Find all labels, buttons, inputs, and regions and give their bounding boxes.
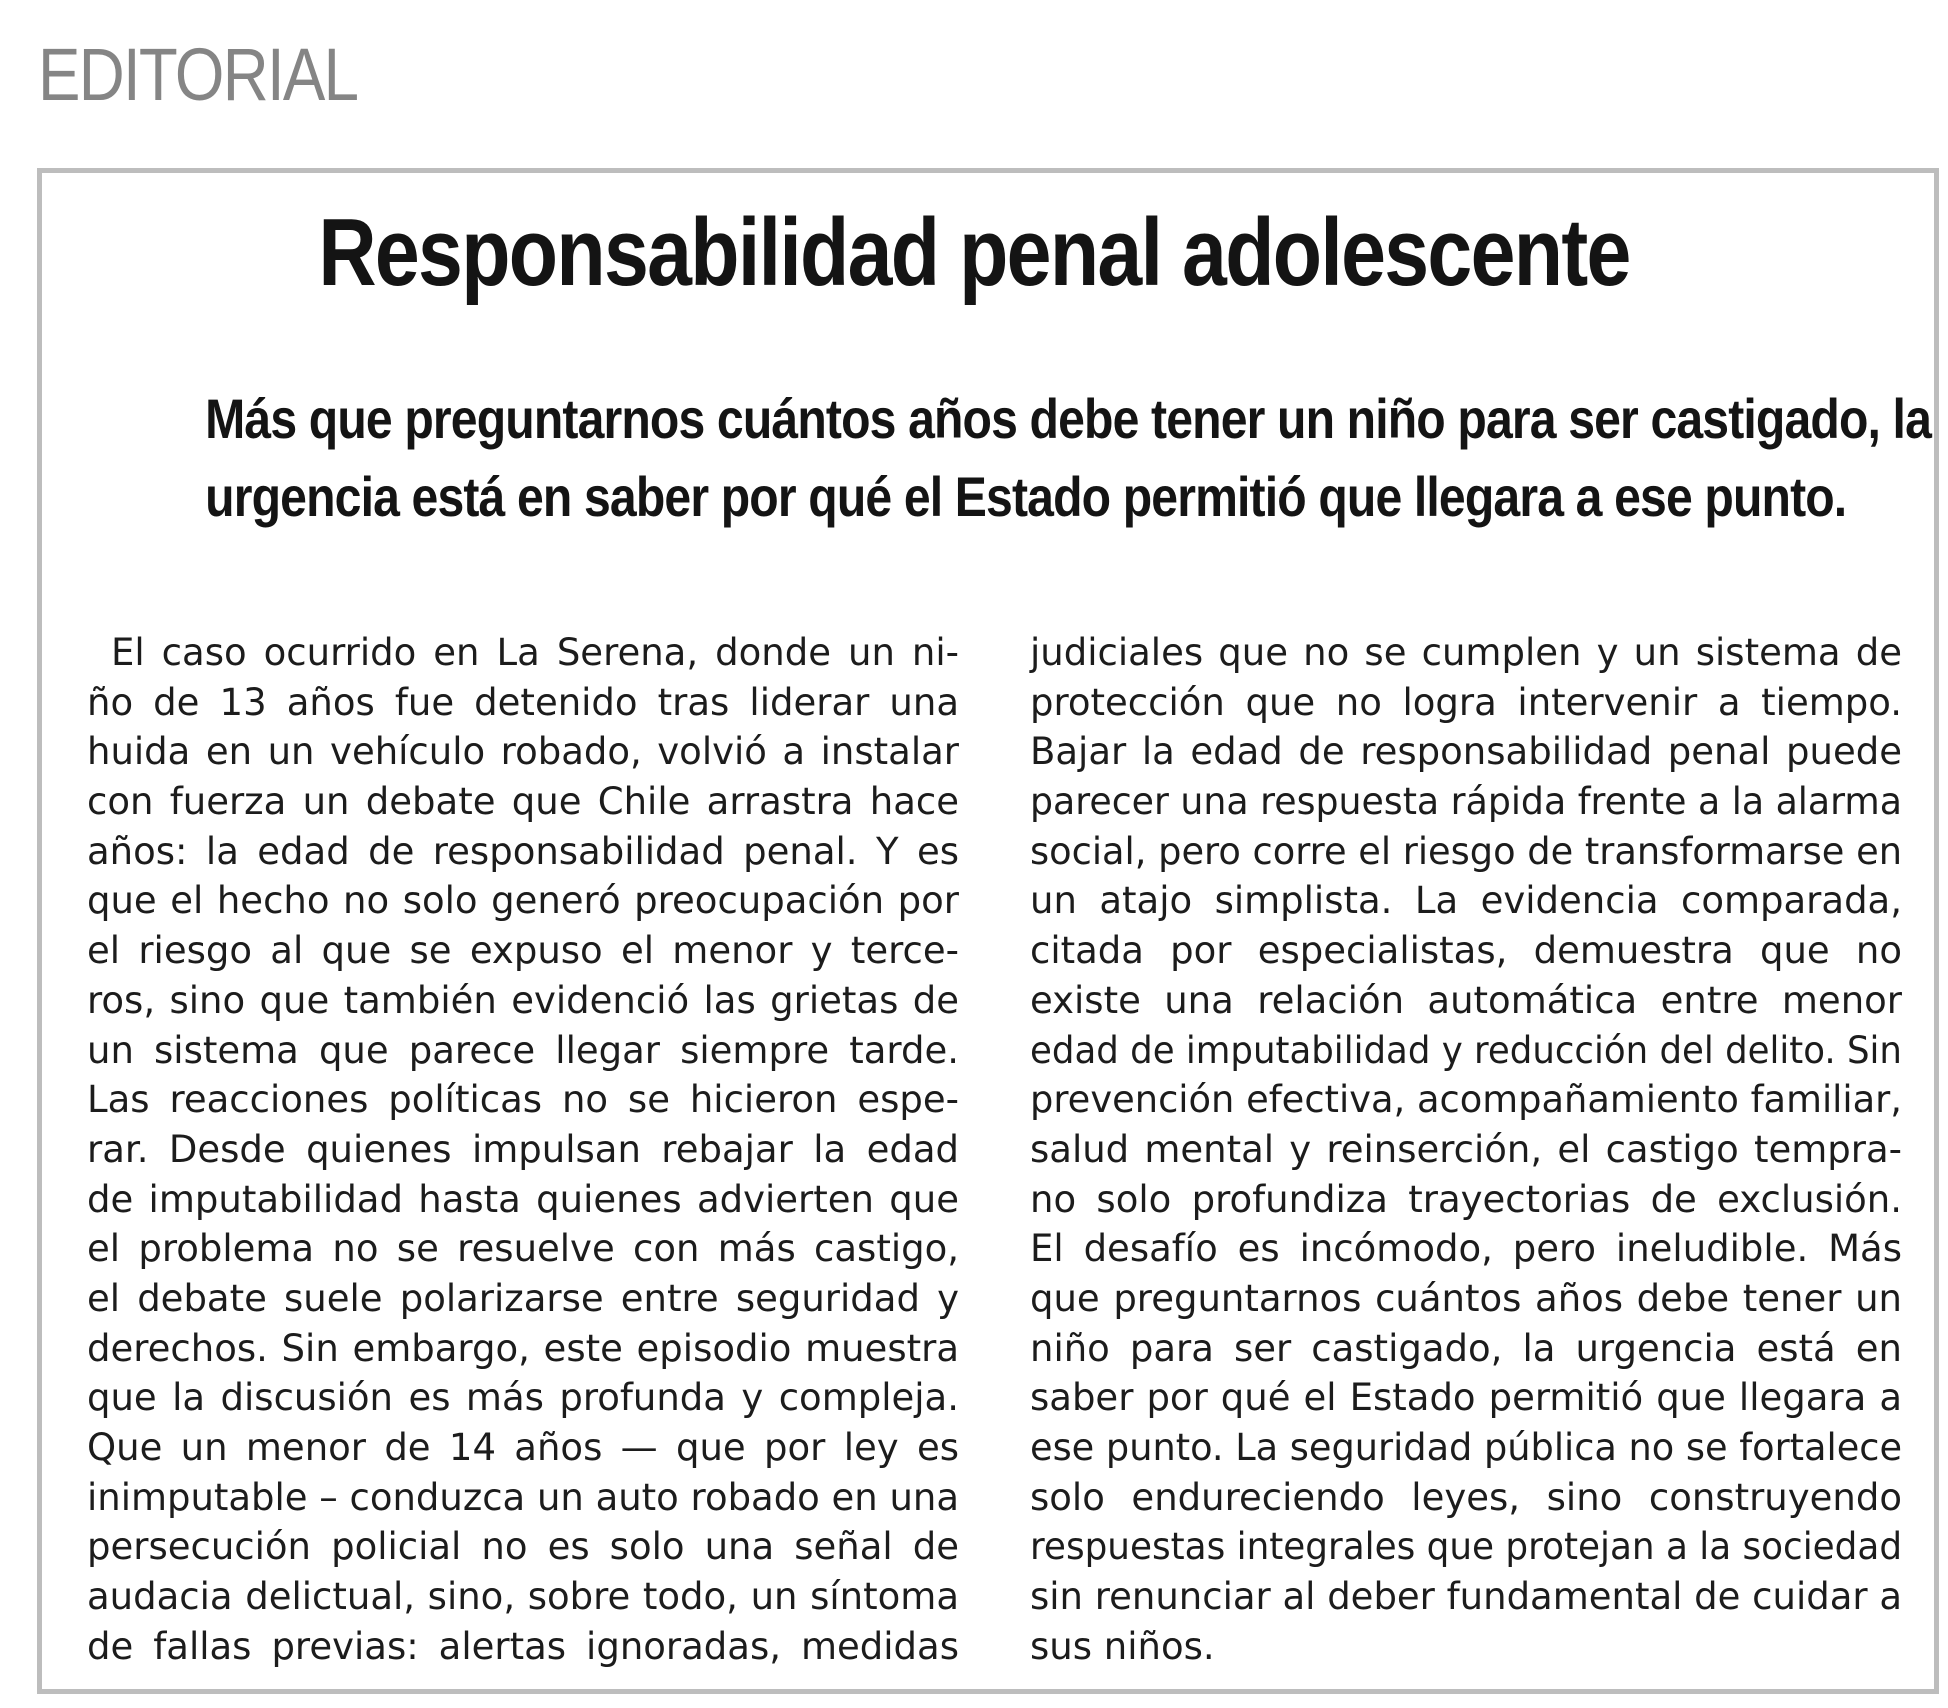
body-line: prevención efectiva, acompañamiento familiar, [1030, 1078, 1903, 1122]
body-line: audacia delictual, sino, sobre todo, un síntoma [87, 1575, 959, 1619]
body-line: un sistema que parece llegar siempre tarde. [87, 1028, 959, 1072]
deck-subheadline [205, 380, 1932, 536]
body-column-right [1030, 628, 1902, 1671]
body-line: que la discusión es más profunda y compleja. [87, 1376, 959, 1420]
body-line: huida en un vehículo robado, volvió a instalar [87, 730, 959, 774]
body-line: parecer una respuesta rápida frente a la alarma [1030, 780, 1902, 824]
body-line: social, pero corre el riesgo de transformarse en [1030, 829, 1902, 873]
body-line: Bajar la edad de responsabilidad penal puede [1030, 730, 1902, 774]
body-line: con fuerza un debate que Chile arrastra hace [87, 780, 959, 824]
body-line: años: la edad de responsabilidad penal. Y es [87, 829, 959, 873]
body-line: solo endureciendo leyes, sino construyendo [1030, 1475, 1902, 1519]
body-line: existe una relación automática entre menor [1030, 978, 1902, 1022]
body-line: Que un menor de 14 años — que por ley es [87, 1426, 959, 1469]
body-line: persecución policial no es solo una señal de [87, 1525, 959, 1569]
body-line: no solo profundiza trayectorias de exclusión. [1030, 1177, 1902, 1221]
body-line: rar. Desde quienes impulsan rebajar la edad [87, 1127, 959, 1171]
body-line: el riesgo al que se expuso el menor y terce- [87, 929, 959, 973]
body-line: inimputable – conduzca un auto robado en una [87, 1475, 959, 1519]
body-line: niño para ser castigado, la urgencia está en [1030, 1326, 1902, 1370]
headline: Responsabilidad penal adolescente [318, 199, 1630, 306]
body-line: edad de imputabilidad y reducción del delito. Sin [1030, 1028, 1902, 1072]
body-line: derechos. Sin embargo, este episodio muestra [87, 1326, 959, 1370]
body-line: un atajo simplista. La evidencia comparada, [1030, 879, 1902, 923]
body-line: sin renunciar al deber fundamental de cuidar a [1030, 1575, 1903, 1619]
body-line: El caso ocurrido en La Serena, donde un ni- [111, 631, 959, 674]
body-line: de imputabilidad hasta quienes advierten que [87, 1177, 959, 1221]
body-line: protección que no logra intervenir a tiempo. [1030, 680, 1902, 724]
body-line: saber por qué el Estado permitió que llegara a [1030, 1376, 1902, 1420]
body-line: ese punto. La seguridad pública no se fortalece [1030, 1426, 1903, 1469]
body-line: Las reacciones políticas no se hicieron espe- [87, 1078, 959, 1122]
body-line: de fallas previas: alertas ignoradas, medidas [87, 1624, 959, 1668]
deck-line: Más que preguntarnos cuántos años debe tener un niño para ser castigado, la [205, 387, 1932, 450]
body-line: El desafío es incómodo, pero ineludible. Más [1030, 1227, 1902, 1271]
body-line: sus niños. [1030, 1624, 1215, 1668]
body-line: salud mental y reinserción, el castigo tempra- [1030, 1127, 1902, 1171]
body-line: respuestas integrales que protejan a la sociedad [1030, 1525, 1903, 1569]
section-label: EDITORIAL [38, 33, 358, 116]
body-line: judiciales que no se cumplen y un sistema de [1030, 631, 1902, 674]
body-line: el debate suele polarizarse entre seguridad y [87, 1276, 959, 1320]
body-column-left [87, 628, 959, 1671]
body-line: que preguntarnos cuántos años debe tener un [1030, 1276, 1902, 1320]
body-line: el problema no se resuelve con más castigo, [87, 1227, 959, 1271]
body-line: que el hecho no solo generó preocupación por [87, 879, 959, 923]
deck-line: urgencia está en saber por qué el Estado permitió que llegara a ese punto. [205, 465, 1847, 528]
body-line: ros, sino que también evidenció las grietas de [87, 978, 959, 1022]
body-line: ño de 13 años fue detenido tras liderar una [87, 680, 959, 724]
body-line: citada por especialistas, demuestra que no [1030, 929, 1902, 973]
